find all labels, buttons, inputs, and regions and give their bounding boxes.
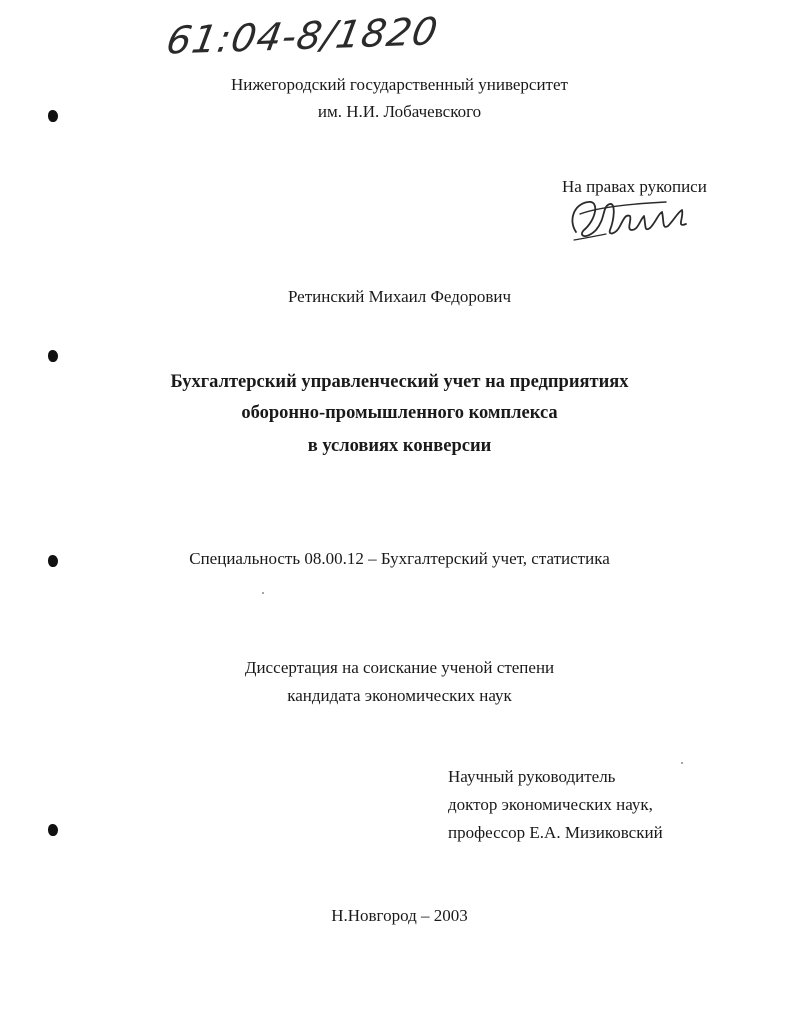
title-line-1: Бухгалтерский управленческий учет на предприятиях bbox=[170, 372, 629, 392]
supervisor-name: профессор Е.А. Мизиковский bbox=[448, 823, 663, 842]
supervisor-degree: доктор экономических наук, bbox=[448, 795, 653, 814]
university-name: Нижегородский государственный университет bbox=[231, 75, 568, 94]
city-year: Н.Новгород – 2003 bbox=[331, 906, 468, 925]
manuscript-note: На правах рукописи bbox=[562, 177, 707, 196]
signature bbox=[566, 190, 692, 250]
supervisor-role: Научный руководитель bbox=[448, 767, 616, 786]
dissertation-line-1: Диссертация на соискание ученой степени bbox=[244, 658, 555, 677]
punch-mark bbox=[48, 824, 58, 836]
author-name: Ретинский Михаил Федорович bbox=[287, 287, 512, 306]
scan-speck bbox=[681, 762, 683, 764]
specialty: Специальность 08.00.12 – Бухгалтерский учет, статистика bbox=[189, 549, 610, 568]
punch-mark bbox=[48, 350, 58, 362]
scan-speck bbox=[262, 592, 264, 594]
title-line-3: в условиях конверсии bbox=[307, 436, 492, 456]
archive-number: 61:04-8/1820 bbox=[163, 9, 442, 63]
university-named-after: им. Н.И. Лобачевского bbox=[317, 102, 482, 121]
dissertation-line-2: кандидата экономических наук bbox=[287, 686, 512, 705]
title-line-2: оборонно-промышленного комплекса bbox=[241, 403, 558, 423]
